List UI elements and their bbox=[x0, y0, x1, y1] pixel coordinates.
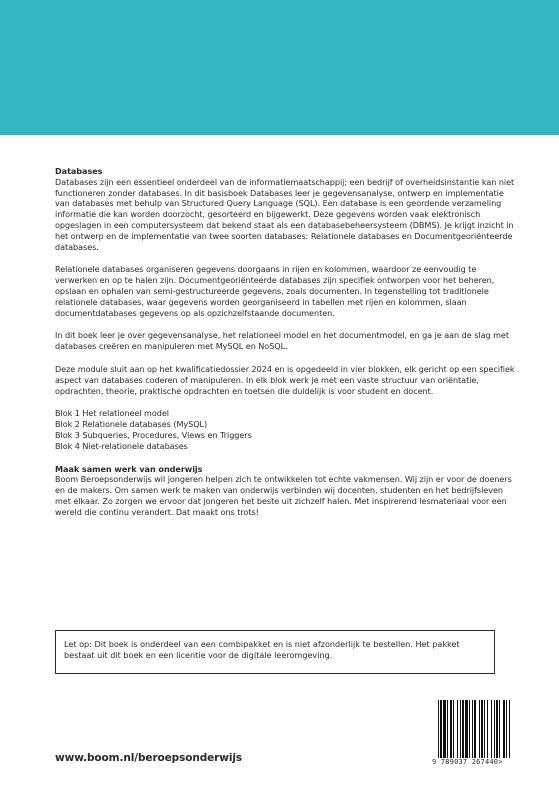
cover-color-band bbox=[0, 0, 559, 135]
barcode-bar bbox=[447, 700, 448, 758]
barcode-bar bbox=[494, 700, 495, 758]
barcode-bar bbox=[487, 700, 488, 758]
notice-text: Let op: Dit boek is onderdeel van een combipakket en is niet afzonderlijk te bestellen. Het pakket bestaat uit dit boek en een licentie voor de digitale leeromgeving. bbox=[64, 639, 460, 660]
paragraph-learning: In dit boek leer je over gegevensanalyse, het relationeel model en het documentmodel, en ga je aan de slag met databases creëren en manipuleren met MySQL en NoSQL. bbox=[55, 330, 509, 352]
list-item: Blok 4 Niet-relationele databases bbox=[55, 440, 188, 451]
section-heading-onderwijs: Maak samen werk van onderwijs bbox=[55, 463, 203, 474]
list-item: Blok 3 Subqueries, Procedures, Views en Triggers bbox=[55, 429, 252, 440]
barcode-bar bbox=[443, 700, 446, 758]
paragraph-module: Deze module sluit aan op het kwalificatiedossier 2024 en is opgedeeld in vier blokken, elk gericht op een specifiek aspect van databases coderen of manipuleren. In elk blok werk je met een vaste structuur van oriëntatie, opdrachten, theorie, praktische opdrachten en toetsen die duidelijk is voor student en docent. bbox=[55, 363, 515, 396]
section-heading-databases: Databases bbox=[55, 166, 103, 176]
barcode-bar bbox=[503, 700, 505, 758]
barcode-bar bbox=[499, 700, 500, 758]
barcode-bar bbox=[438, 700, 439, 758]
list-item: Blok 1 Het relationeel model bbox=[55, 408, 169, 419]
barcode-bar bbox=[474, 700, 476, 758]
isbn-arrow: > bbox=[498, 758, 503, 766]
barcode-bar bbox=[496, 700, 498, 758]
barcode-bar bbox=[481, 700, 483, 758]
barcode-bar bbox=[462, 700, 464, 758]
paragraph-publisher: Boom Beroepsonderwijs wil jongeren helpen zich te ontwikkelen tot echte vakmensen. Wij zijn er voor de doeners en de makers. Om samen werk te maken van onderwijs verbinden wij docenten, studenten en het bedrijfsleven met elkaar. Zo zorgen we ervoor dat jongeren het beste uit zichzelf halen. Met inspirerend lesmateriaal voor een wereld die continu verandert. Dat maakt ons trots! bbox=[55, 474, 512, 517]
barcode-bar bbox=[457, 700, 458, 758]
block-list bbox=[55, 408, 520, 451]
barcode-bar bbox=[460, 700, 461, 758]
back-cover-text bbox=[55, 166, 520, 530]
notice-box bbox=[55, 630, 495, 674]
website-url: www.boom.nl/beroepsonderwijs bbox=[55, 752, 242, 764]
barcode-bar bbox=[491, 700, 492, 758]
barcode-bar bbox=[472, 700, 473, 758]
barcode-bar bbox=[509, 700, 510, 758]
barcode-bar bbox=[479, 700, 480, 758]
barcode-bar bbox=[440, 700, 442, 758]
barcode-bar bbox=[469, 700, 470, 758]
barcode-bars bbox=[432, 700, 528, 758]
barcode-bar bbox=[450, 700, 452, 758]
isbn-number bbox=[432, 758, 528, 766]
paragraph-relational: Relationele databases organiseren gegevens doorgaans in rijen en kolommen, waardoor ze eenvoudig te verwerken en op te halen zijn. Documentgeoriënteerde databases zijn specifiek ontworpen voor het beheren, opslaan en ophalen van semi-gestructureerde gegevens, zoals documenten. In tegenstelling tot traditionele relationele databases, waar gegevens worden georganiseerd in tabellen met rijen en kolommen, slaan documentdatabases gegevens op als opzichzelfstaande documenten. bbox=[55, 264, 495, 318]
paragraph-intro: Databases zijn een essentieel onderdeel van de informatiemaatschappij; een bedrijf of overheidsinstantie kan niet functioneren zonder databases. In dit basisboek Databases leer je gegevensanalyse, ontwerp en implementatie van databases met behulp van Structured Query Language (SQL). Een database is een geordende verzameling informatie die kan worden doorzocht, gesorteerd en bijgewerkt. Deze gegevens worden vaak elektronisch opgeslagen in een computersysteem dat bekend staat als een databasebeheersysteem (DBMS). Je krijgt inzicht in het ontwerp en de implementatie van twee soorten databases: Relationele databases en Documentgeoriënteerde databases. bbox=[55, 176, 515, 252]
list-item: Blok 2 Relationele databases (MySQL) bbox=[55, 419, 208, 430]
barcode-bar bbox=[506, 700, 507, 758]
isbn-barcode bbox=[432, 700, 528, 770]
barcode-bar bbox=[465, 700, 468, 758]
isbn-digits: 9 789037 267440 bbox=[432, 758, 499, 766]
barcode-bar bbox=[453, 700, 454, 758]
barcode-bar bbox=[484, 700, 485, 758]
